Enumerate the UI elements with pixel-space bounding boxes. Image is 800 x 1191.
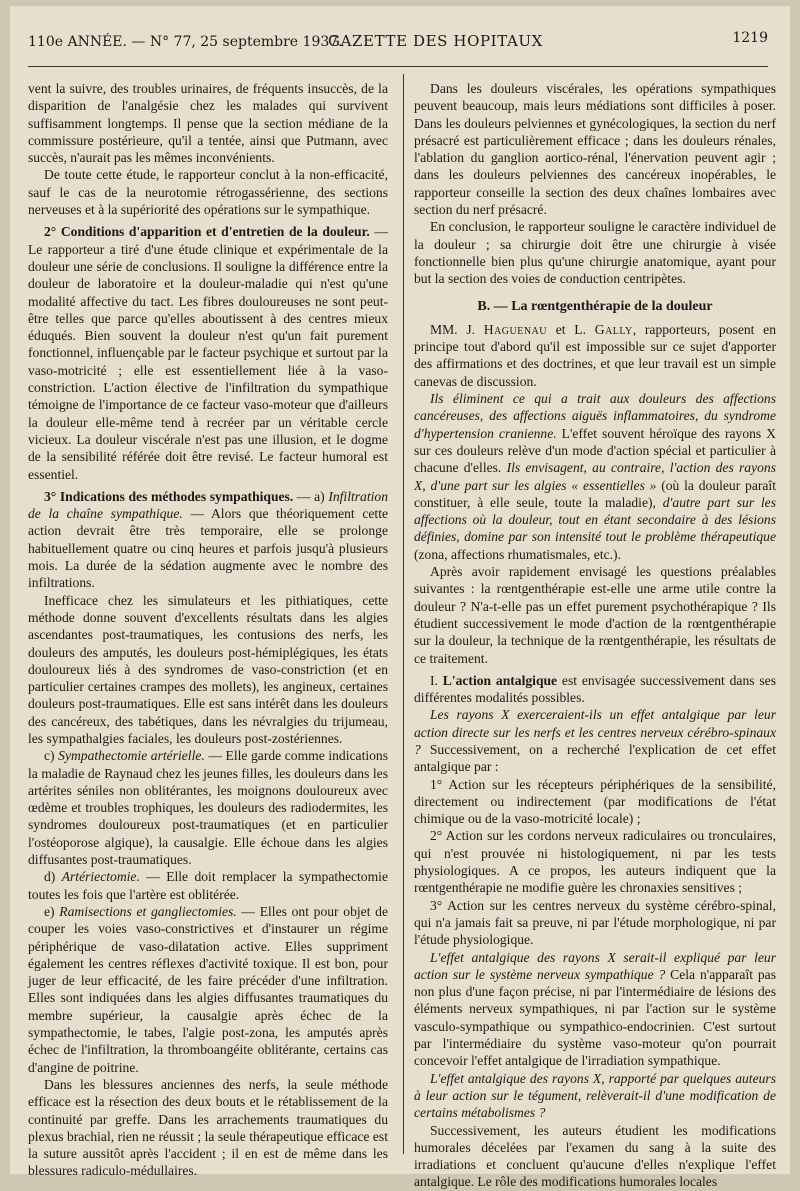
text-run: Successivement, les auteurs étudient les modifications humorales décelées par l'examen du sang à la suite des irradiations et concluent qu'aucune d'elles n'explique l'effet antalgique. Le rôle des modifications humorales locales <box>414 1122 776 1190</box>
text-run: — Elle doit remplacer la sympathectomie toutes les fois que l'artère est oblitérée. <box>28 869 388 902</box>
text-run: Artériectomie. <box>61 869 140 885</box>
page-number: 1219 <box>732 30 768 46</box>
text-run: Haguenau <box>483 321 548 337</box>
text-run: e) <box>44 903 60 919</box>
text-run: 3° Indications des méthodes sympathiques. <box>44 488 294 504</box>
paragraph <box>414 672 776 707</box>
paragraph <box>28 1076 388 1180</box>
text-run: (où la douleur paraît constituer, à elle seule, toute la maladie), <box>414 477 776 510</box>
text-run: — Alors que théoriquement cette action devrait être très temporaire, elle se prolonge habituellement quatre ou cinq heures et parfois jusqu'à plusieurs mois. La durée de la sédation augmente avec le nombre des infiltrations. <box>28 506 388 591</box>
paragraph <box>414 563 776 667</box>
text-run: Infiltration de la chaîne sympathique. <box>28 488 388 522</box>
text-run: 2° Conditions d'apparition et d'entretien de la douleur. <box>44 224 370 240</box>
section-heading: B. — La rœntgenthérapie de la douleur <box>477 298 713 314</box>
paragraph <box>28 747 388 868</box>
journal-title: GAZETTE DES HOPITAUX <box>328 32 543 50</box>
paragraph <box>414 80 776 218</box>
text-run: Sympathectomie artérielle. <box>58 748 205 764</box>
text-run: (zona, affections rhumatismales, etc.). <box>414 546 621 562</box>
text-run: est envisagée successivement dans ses différentes modalités possibles. <box>414 672 776 706</box>
text-run: — Elles ont pour objet de couper les voies vaso-constrictives et d'instaurer un régime périphérique de vaso-dilatation active. Elles suppriment également les centres réflexes d'activité toxique. Il est bon, pour juger de leur efficacité, de les faire précéder d'une infiltration. Elles sont indiquées dans les algies diffusantes traumatiques du membre supérieur, la causalgie après échec de la sympathectomie, le tabes, l'algie post-zona, les amputés après échec de l'infiltration, la thromboangéite oblitérante, certains cas d'angine de poitrine. <box>28 903 389 1075</box>
text-run: d'autre part sur les affections où la douleur, tout en étant secondaire à des lésions définies, domine par son intensité tout le problème thérapeutique <box>414 494 776 545</box>
running-header <box>28 30 768 62</box>
right-column <box>414 80 776 1191</box>
text-run: Les rayons X exerceraient-ils un effet antalgique par leur action directe sur les nerfs et les centres nerveux cérébro-spinaux ? <box>414 707 776 757</box>
left-column <box>28 80 388 1180</box>
text-run: et L. <box>547 321 595 337</box>
paragraph <box>414 1122 776 1191</box>
paragraph <box>414 776 776 828</box>
text-run: Successivement, on a recherché l'explication de cet effet antalgique par : <box>414 741 776 775</box>
text-run: L'action antalgique <box>442 672 558 688</box>
paragraph <box>28 80 388 166</box>
issue-info: 110e ANNÉE. — N° 77, 25 septembre 1937. <box>28 34 343 50</box>
text-run: Gally <box>594 321 633 337</box>
paragraph <box>28 223 388 482</box>
text-run: 2° Action sur les cordons nerveux radiculaires ou tronculaires, qui n'est prouvée ni histologiquement, ni par les tests physiologiques. A ce propos, les auteurs indiquent que la rœntgenthérapie ne modifie guère les chronaxies sensitives ; <box>414 828 776 896</box>
text-run: c) <box>44 748 59 764</box>
paragraph <box>28 166 388 218</box>
paragraph <box>414 897 776 949</box>
column-divider <box>403 74 404 1154</box>
paragraph <box>28 592 388 748</box>
text-run: Après avoir rapidement envisagé les questions préalables suivantes : la rœntgenthérapie est-elle une arme utile contre la douleur ? N'a-t-elle pas un effet purement psychothérapique ? Ils étudient successivement le mode d'action de la rœntgenthérapie sur la douleur, la technique de la rœntgenthérapie, les résultats de ce traitement. <box>414 564 776 666</box>
paragraph <box>28 903 388 1076</box>
text-run: Ramisections et gangliectomies. <box>59 903 237 919</box>
text-run: MM. J. <box>430 321 484 337</box>
paragraph <box>414 218 776 287</box>
text-run: d) <box>44 869 62 885</box>
paragraph <box>414 321 776 390</box>
paragraph <box>414 706 776 775</box>
paragraph <box>28 488 388 592</box>
text-run: — a) <box>293 488 329 504</box>
text-run: 1° Action sur les récepteurs périphériques de la sensibilité, directement ou indirectement (par modifications de l'état chimique ou de la vaso-motricité locale) ; <box>414 776 776 827</box>
journal-page <box>10 6 790 1190</box>
text-run: , rapporteurs, posent en principe tout d'abord qu'il est impossible sur ce sujet d'apporter des affirmations et des doctrines, et que leur travail est un simple canevas de discussion. <box>414 321 776 389</box>
text-run: Ils éliminent ce qui a trait aux douleurs des affections cancéreuses, des affections aiguës inflammatoires, du syndrome d'hypertension cranienne. <box>414 391 776 441</box>
text-run: En conclusion, le rapporteur souligne le caractère individuel de la douleur ; sa chirurgie doit être une chirurgie à visée fonctionnelle bien plus qu'une chirurgie anatomique, ayant pour but la section des voies de conduction centripètes. <box>414 219 776 287</box>
text-run: — Elle garde comme indications la maladie de Raynaud chez les jeunes filles, les douleurs dans les artérites séniles non oblitérantes, les moignons douloureux avec œdème et troubles trophiques, les douleurs des radiodermites, les syndromes douloureux post-traumatiques (et en particulier l'ostéoporose algique), la causalgie. Elle échoue dans les algies diffusantes post-traumatiques. <box>28 748 389 868</box>
header-rule <box>28 66 768 67</box>
paragraph <box>414 949 776 1070</box>
paragraph <box>414 827 776 896</box>
text-run: Dans les blessures anciennes des nerfs, la seule méthode efficace est la résection des deux bouts et le rétablissement de la continuité par greffe. Dans les arrachements traumatiques du plexus brachial, rien ne réussit ; la seule thérapeutique efficace est la suture aussitôt après l'accident ; il en est de même dans les blessures radiculo-médullaires. <box>28 1076 388 1179</box>
text-run: Ils envisagent, au contraire, l'action des rayons X, d'une part sur les algies « essentielles » <box>414 460 776 493</box>
text-run: Cela n'apparaît pas non plus d'une façon précise, ni par l'intermédiaire de lésions des éléments nerveux sympathiques, ni par l'action sur le système vasculo-sympathique ou sympathico-endocrinien. C'est surtout par l'intermédiaire du système vaso-moteur qu'on pourrait concevoir l'effet antalgique de l'irradiation sympathique. <box>414 966 777 1069</box>
paragraph <box>414 1070 776 1122</box>
text-run: vent la suivre, des troubles urinaires, de fréquents insuccès, de la disparition de l'analgésie chez les malades qui survivent suffisamment longtemps. Il pense que la section médiane de la commissure postérieure, qu'il a tentée, ainsi que Putmann, avec succès, n'aurait pas les mêmes inconvénients. <box>28 81 388 166</box>
text-run: 3° Action sur les centres nerveux du système cérébro-spinal, qui n'a jamais fait sa preuve, ni par l'étude morphologique, ni par l'étude physiologique. <box>414 897 776 948</box>
text-run: L'effet antalgique des rayons X, rapporté par quelques auteurs à leur action sur le tégument, relèverait-il d'une modification de certains métabolismes ? <box>414 1070 776 1121</box>
text-run: L'effet antalgique des rayons X serait-il expliqué par leur action sur le système nerveux sympathique ? <box>414 949 776 982</box>
text-run: L'effet souvent héroïque des rayons X sur ces douleurs relève d'un mode d'action spécial et particulier à chacune d'elles. <box>414 425 777 476</box>
text-run: I. <box>430 672 443 688</box>
paragraph <box>28 868 388 903</box>
paragraph <box>414 390 776 563</box>
text-run: Inefficace chez les simulateurs et les pithiatiques, cette méthode donne souvent d'excellents résultats dans les algies ascendantes post-traumatiques, les contusions des nerfs, les douleurs des amputés, les douleurs post-hémiplégiques, les états douloureux liés à des syndromes de vaso-constriction (et en particulier certaines crampes des mollets), les angineux, certaines douleurs post-traumatiques. Elle est sans intérêt dans les douleurs des cancéreux, des tabétiques, dans les névralgies du trijumeau, les sympathalgies faciales, les douleurs post-zostériennes. <box>28 592 388 746</box>
text-run: — Le rapporteur a tiré d'une étude clinique et expérimentale de la douleur une série de conclusions. Il souligne la différence entre la douleur de laboratoire et la douleur-maladie qui n'est qu'une modalité affective du tact. Les fibres douloureuses ne sont peut-être telles que parce qu'elles aboutissent à des centres mieux éduqués. Bien souvent la douleur n'est qu'un fait purement fonctionnel, influençable par le facteur psychique et surtout par la vaso-motricité ; elle est essentiellement liée à la vaso-constriction. L'action élective de l'infiltration du sympathique témoigne de l'importance de ce facteur vaso-moteur que d'ailleurs la douleur elle-même tend à recréer par un véritable cercle vicieux. La douleur viscérale n'est pas une illusion, et le dogme de la sensibilité référée doit être revisé. Le facteur humoral est essentiel. <box>28 224 388 482</box>
text-run: Dans les douleurs viscérales, les opérations sympathiques peuvent beaucoup, mais leurs médiations sont difficiles à poser. Dans les douleurs pelviennes et gynécologiques, la section du nerf présacré est particulièrement efficace ; dans les douleurs rénales, l'ablation du ganglion aortico-rénal, l'énervation peuvent agir ; dans les douleurs pelviennes des cancéreux inopérables, le rapporteur conseille la section des deux chaînes lombaires avec section du nerf présacré. <box>414 81 776 218</box>
text-run: De toute cette étude, le rapporteur conclut à la non-efficacité, sauf le cas de la neurotomie rétrogassérienne, des sections nerveuses et à la supériorité des opérations sur le sympathique. <box>28 167 388 218</box>
